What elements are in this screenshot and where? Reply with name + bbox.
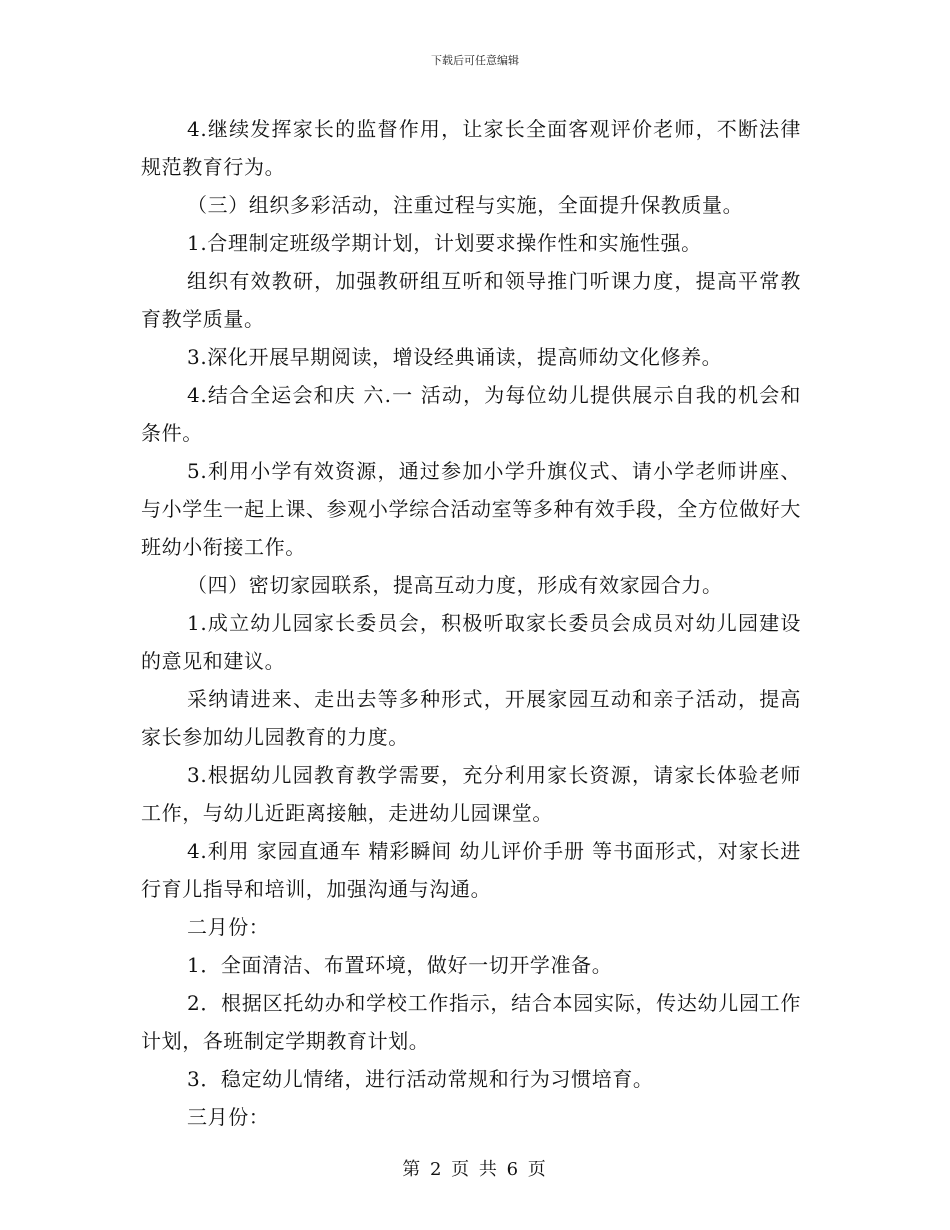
paragraph: 2．根据区托幼办和学校工作指示，结合本园实际，传达幼儿园工作计划，各班制定学期教育计划。: [141, 991, 801, 1053]
paragraph: 4.利用 家园直通车 精彩瞬间 幼儿评价手册 等书面形式，对家长进行育儿指导和培训，加强沟通与沟通。: [141, 839, 801, 901]
paragraph: 3.根据幼儿园教育教学需要，充分利用家长资源，请家长体验老师工作，与幼儿近距离接触，走进幼儿园课堂。: [141, 763, 801, 825]
month-heading: 二月份：: [187, 915, 270, 939]
paragraph: 1.成立幼儿园家长委员会，积极听取家长委员会成员对幼儿园建设的意见和建议。: [141, 611, 801, 673]
paragraph: 组织有效教研，加强教研组互听和领导推门听课力度，提高平常教育教学质量。: [141, 269, 801, 331]
paragraph: 5.利用小学有效资源，通过参加小学升旗仪式、请小学老师讲座、与小学生一起上课、参观小学综合活动室等多种有效手段，全方位做好大班幼小衔接工作。: [141, 459, 801, 559]
paragraph: 4.继续发挥家长的监督作用，让家长全面客观评价老师，不断法律规范教育行为。: [141, 117, 801, 179]
document-body: [141, 110, 801, 1136]
paragraph: 1.合理制定班级学期计划，计划要求操作性和实施性强。: [187, 231, 702, 255]
paragraph: 3．稳定幼儿情绪，进行活动常规和行为习惯培育。: [187, 1067, 654, 1091]
paragraph: 采纳请进来、走出去等多种形式，开展家园互动和亲子活动，提高家长参加幼儿园教育的力度。: [141, 687, 801, 749]
section-heading: （三）组织多彩活动，注重过程与实施，全面提升保教质量。: [187, 193, 744, 217]
section-heading: （四）密切家园联系，提高互动力度，形成有效家园合力。: [187, 573, 723, 597]
page-header-note: 下载后可任意编辑: [431, 54, 519, 67]
page-number: 第 2 页 共 6 页: [402, 1159, 548, 1180]
paragraph: 4.结合全运会和庆 六.一 活动，为每位幼儿提供展示自我的机会和条件。: [141, 383, 801, 445]
paragraph: 3.深化开展早期阅读，增设经典诵读，提高师幼文化修养。: [187, 345, 723, 369]
month-heading: 三月份：: [187, 1105, 270, 1129]
paragraph: 1．全面清洁、布置环境，做好一切开学准备。: [187, 953, 613, 977]
